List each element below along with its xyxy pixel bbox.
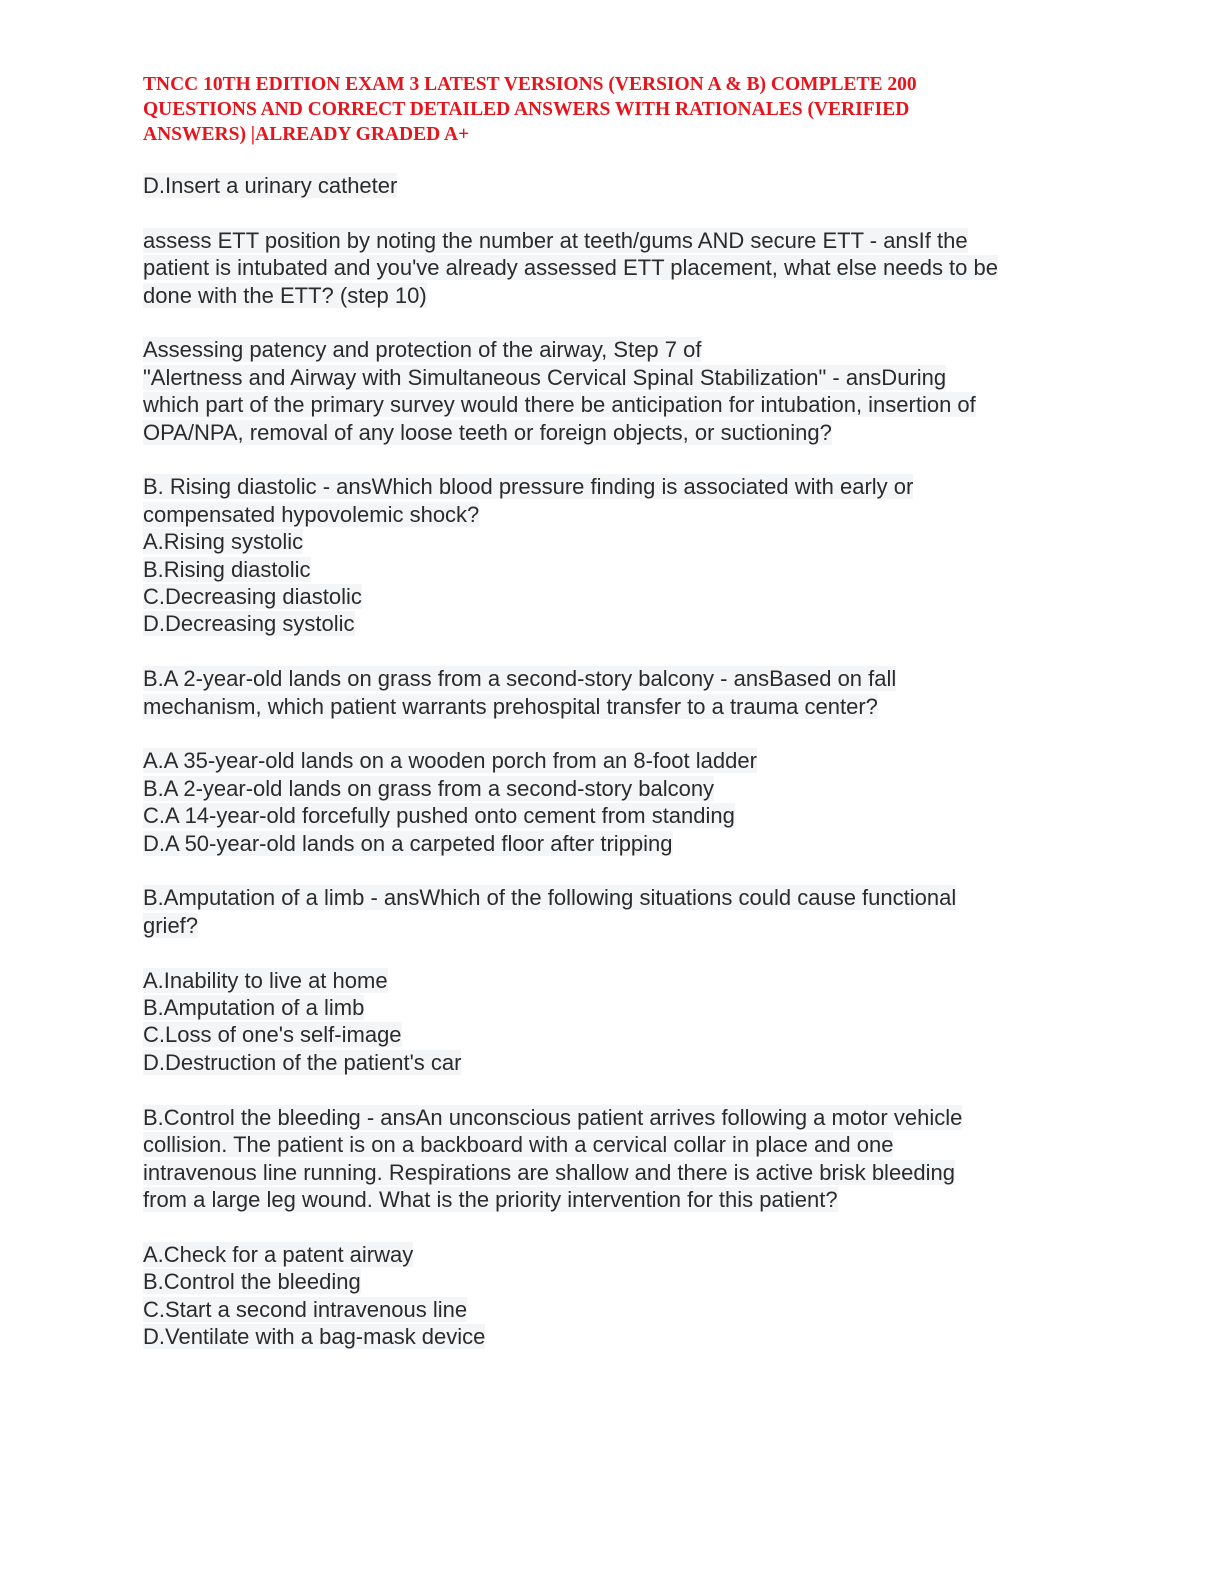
text-line: compensated hypovolemic shock? [143, 501, 480, 527]
title-line: ANSWERS) |ALREADY GRADED A+ [143, 124, 470, 145]
text-line: Assessing patency and protection of the airway, Step 7 of [143, 337, 702, 363]
question-block [143, 665, 1083, 720]
question-block [143, 336, 1083, 446]
option-line: D.A 50-year-old lands on a carpeted floor after tripping [143, 830, 673, 856]
option-line: B.A 2-year-old lands on grass from a second-story balcony [143, 775, 715, 801]
option-line: A.Rising systolic [143, 529, 304, 555]
text-line: OPA/NPA, removal of any loose teeth or foreign objects, or suctioning? [143, 419, 832, 445]
question-block [143, 473, 1083, 637]
option-line: A.Inability to live at home [143, 967, 388, 993]
option-line: C.Start a second intravenous line [143, 1296, 468, 1322]
document-title [143, 72, 1043, 147]
text-line: which part of the primary survey would there be anticipation for intubation, insertion of [143, 392, 976, 418]
text-line: D.Insert a urinary catheter [143, 173, 398, 198]
option-line: B.Rising diastolic [143, 556, 311, 582]
text-line: B. Rising diastolic - ansWhich blood pressure finding is associated with early or [143, 474, 914, 500]
options-block [143, 967, 1083, 1077]
text-line: mechanism, which patient warrants prehospital transfer to a trauma center? [143, 693, 878, 719]
title-line: QUESTIONS AND CORRECT DETAILED ANSWERS WITH RATIONALES (VERIFIED [143, 99, 910, 120]
option-line: C.Decreasing diastolic [143, 584, 362, 610]
document-body [143, 172, 1083, 1350]
text-line: collision. The patient is on a backboard with a cervical collar in place and one [143, 1132, 894, 1158]
text-line: grief? [143, 912, 199, 938]
option-line: B.Amputation of a limb [143, 995, 365, 1021]
option-line: C.A 14-year-old forcefully pushed onto cement from standing [143, 803, 735, 829]
option-line: A.A 35-year-old lands on a wooden porch from an 8-foot ladder [143, 748, 757, 774]
option-line: A.Check for a patent airway [143, 1241, 414, 1267]
option-line: D.Decreasing systolic [143, 611, 355, 637]
title-line: TNCC 10TH EDITION EXAM 3 LATEST VERSIONS (VERSION A & B) COMPLETE 200 [143, 74, 917, 95]
option-line: D.Destruction of the patient's car [143, 1049, 462, 1075]
text-line: from a large leg wound. What is the priority intervention for this patient? [143, 1186, 838, 1212]
question-block [143, 884, 1083, 939]
text-line: patient is intubated and you've already assessed ETT placement, what else needs to be [143, 255, 998, 281]
text-line: done with the ETT? (step 10) [143, 282, 427, 308]
options-block [143, 1241, 1083, 1351]
text-line: B.Control the bleeding - ansAn unconscious patient arrives following a motor vehicle [143, 1104, 963, 1130]
question-block [143, 227, 1083, 309]
text-line: intravenous line running. Respirations are shallow and there is active brisk bleeding [143, 1159, 956, 1185]
text-block [143, 172, 1083, 199]
text-line: "Alertness and Airway with Simultaneous Cervical Spinal Stabilization" - ansDuring [143, 364, 947, 390]
text-line: B.Amputation of a limb - ansWhich of the following situations could cause functional [143, 885, 957, 911]
text-line: assess ETT position by noting the number at teeth/gums AND secure ETT - ansIf the [143, 227, 968, 253]
question-block [143, 1104, 1083, 1214]
text-line: B.A 2-year-old lands on grass from a second-story balcony - ansBased on fall [143, 666, 897, 692]
options-block [143, 747, 1083, 857]
option-line: B.Control the bleeding [143, 1269, 361, 1295]
option-line: C.Loss of one's self-image [143, 1022, 402, 1048]
option-line: D.Ventilate with a bag-mask device [143, 1323, 486, 1349]
